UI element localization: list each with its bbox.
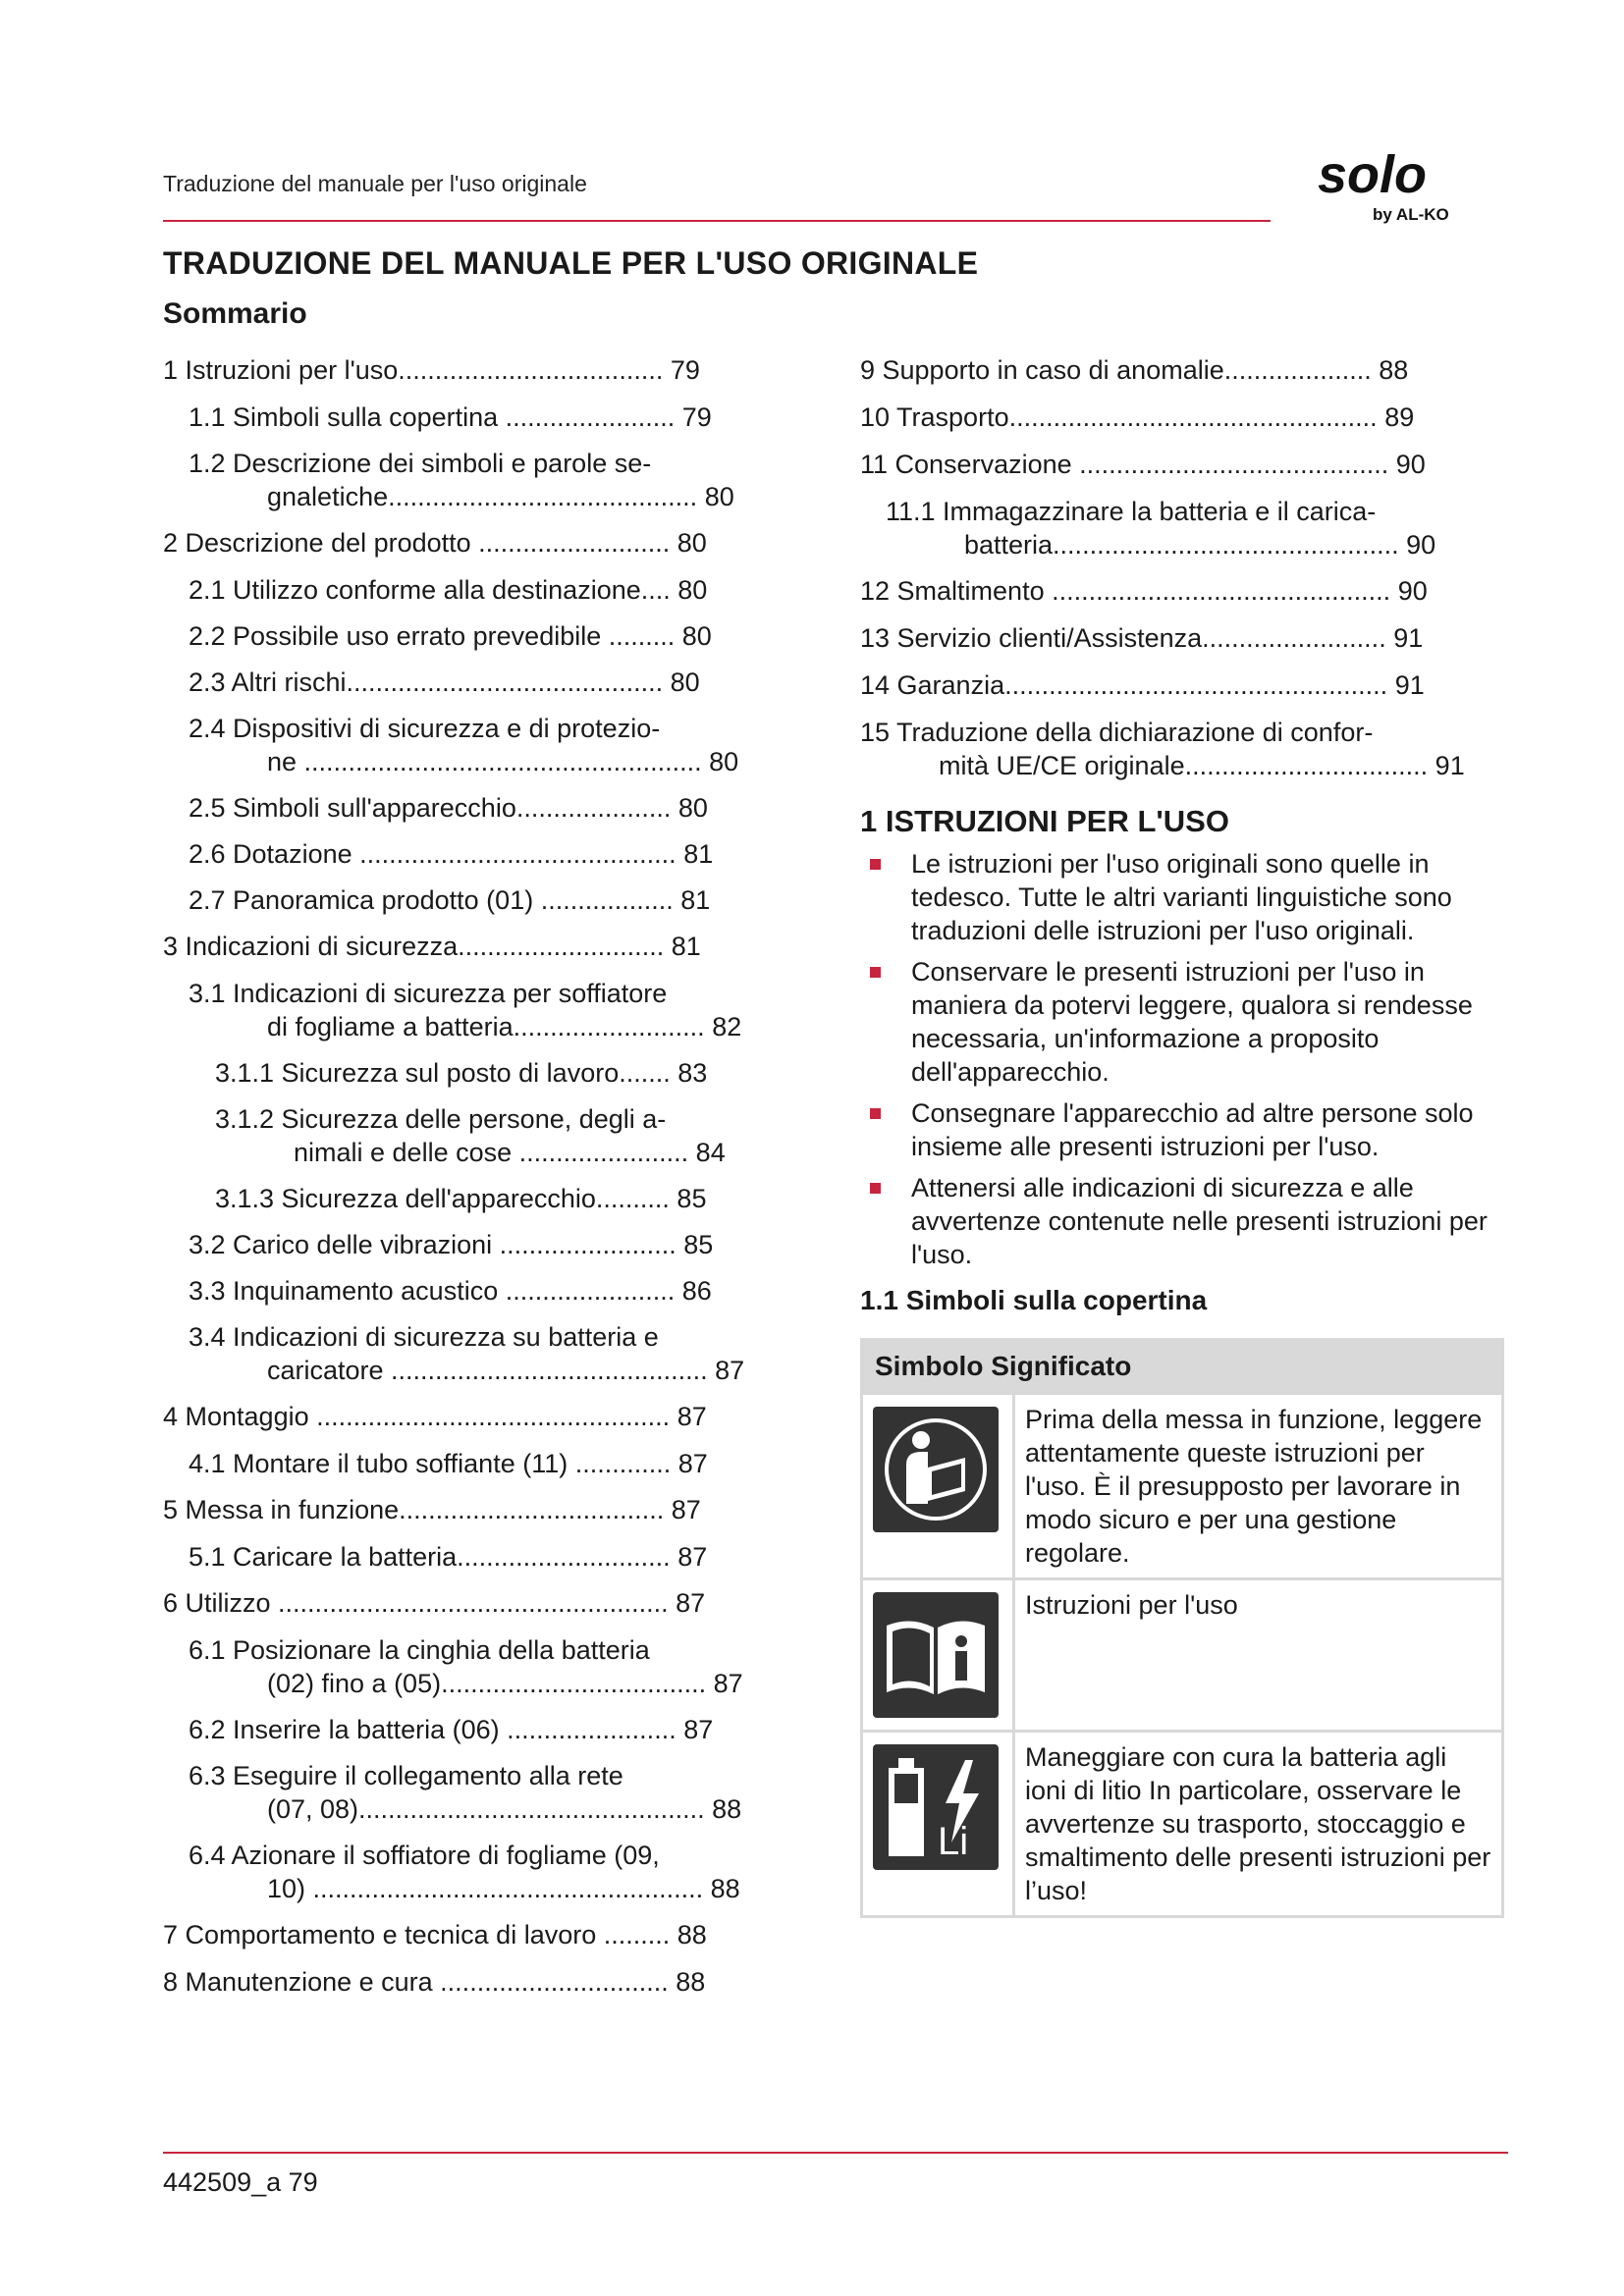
- bullet-square-icon: [870, 1108, 881, 1119]
- toc-entry-label: 4.1 Montare il tubo soffiante (11) .............: [189, 1449, 672, 1478]
- toc-entry-continuation: [189, 1354, 801, 1387]
- toc-page-number: 80: [677, 793, 708, 823]
- toc-entry-label: 6.3 Eseguire il collegamento alla rete: [189, 1761, 623, 1790]
- symbol-cell: [862, 1732, 1014, 1917]
- toc-page-number: 81: [683, 839, 714, 869]
- toc-entry[interactable]: [163, 1713, 801, 1746]
- toc-entry[interactable]: [163, 1447, 801, 1480]
- toc-entry-label: 1.2 Descrizione dei simboli e parole se-: [189, 449, 652, 478]
- toc-entry-label: 6.4 Azionare il soffiatore di fogliame (09,: [189, 1841, 660, 1870]
- toc-page-number: 80: [677, 575, 708, 605]
- table-header-row: [862, 1340, 1503, 1394]
- toc-entry-continuation: [189, 1667, 801, 1700]
- toc-page-number: 87: [683, 1715, 714, 1744]
- toc-entry-continuation: [189, 1792, 801, 1826]
- toc-entry-label: 5.1 Caricare la batteria.............................: [189, 1542, 671, 1572]
- bullet-square-icon: [870, 967, 881, 978]
- toc-entry-continuation: [189, 745, 801, 778]
- toc-entry-label-cont: (07, 08)...............................................: [267, 1794, 705, 1824]
- toc-entry[interactable]: [163, 1102, 801, 1169]
- table-row: [862, 1732, 1503, 1917]
- toc-entry-label: 3 Indicazioni di sicurezza............................: [163, 932, 665, 961]
- list-item: Conservare le presenti istruzioni per l'uso in maniera da potervi leggere, qualora si rendesse necessaria, un'informazione a proposito dell'apparecchio.: [860, 955, 1508, 1089]
- toc-entry-label: 3.1 Indicazioni di sicurezza per soffiatore: [189, 979, 668, 1008]
- toc-entry-label: 3.2 Carico delle vibrazioni ........................: [189, 1230, 677, 1259]
- logo-text: solo: [1318, 147, 1428, 204]
- col-header-meaning: Significato: [991, 1351, 1132, 1381]
- table-row: [862, 1579, 1503, 1732]
- toc-page-number: 79: [670, 355, 700, 385]
- instruction-list: [860, 847, 1508, 1271]
- toc-entry-label: 6.2 Inserire la batteria (06) .......................: [189, 1715, 677, 1744]
- toc-entry-label: 1.1 Simboli sulla copertina .......................: [189, 402, 676, 432]
- toc-entry-label-cont: batteria...............................................: [964, 530, 1399, 560]
- toc-entry[interactable]: [163, 400, 801, 434]
- toc-page-number: 79: [681, 402, 712, 432]
- toc-page-number: 87: [713, 1669, 743, 1698]
- running-header: Traduzione del manuale per l'uso originale: [163, 171, 587, 196]
- toc-entry-label: 8 Manutenzione e cura ...............................: [163, 1967, 669, 1997]
- toc-entry-continuation: [860, 749, 1508, 782]
- toc-entry[interactable]: [860, 668, 1508, 702]
- toc-entry[interactable]: [163, 1274, 801, 1308]
- toc-entry[interactable]: [163, 573, 801, 607]
- toc-page-number: 87: [671, 1495, 701, 1524]
- toc-page-number: 91: [1394, 670, 1425, 700]
- symbol-cell: [862, 1579, 1014, 1732]
- toc-page-number: 89: [1384, 402, 1415, 432]
- symbols-table: [860, 1338, 1504, 1918]
- meaning-cell: Prima della messa in funzione, leggere attentamente queste istruzioni per l'uso. È il presupposto per lavorare in modo sicuro e per una gestione regolare.: [1014, 1394, 1503, 1579]
- toc-entry[interactable]: [163, 1540, 801, 1574]
- toc-entry-label: 3.1.2 Sicurezza delle persone, degli a-: [215, 1104, 667, 1134]
- toc-entry-continuation: [189, 480, 801, 513]
- toc-title: Sommario: [163, 297, 307, 330]
- toc-entry-label: 2.6 Dotazione ...........................................: [189, 839, 677, 869]
- toc-page-number: 88: [1379, 355, 1409, 385]
- toc-page-number: 90: [1406, 530, 1436, 560]
- toc-entry[interactable]: [163, 353, 801, 387]
- toc-entry[interactable]: [163, 1320, 801, 1387]
- toc-entry-label: 3.3 Inquinamento acustico .......................: [189, 1276, 676, 1306]
- toc-entry-label: 6 Utilizzo .....................................................: [163, 1588, 669, 1618]
- section-heading: 1 ISTRUZIONI PER L'USO: [860, 804, 1229, 838]
- toc-entry-label: 9 Supporto in caso di anomalie....................: [860, 355, 1372, 385]
- toc-entry-label: 14 Garanzia....................................................: [860, 670, 1388, 700]
- toc-entry-label: 13 Servizio clienti/Assistenza.........................: [860, 623, 1386, 653]
- toc-entry-label-cont: mità UE/CE originale.................................: [939, 751, 1429, 780]
- read-manual-icon: [873, 1407, 999, 1532]
- toc-page-number: 87: [677, 1449, 708, 1478]
- toc-page-number: 82: [712, 1012, 742, 1041]
- toc-entry-label: 2.5 Simboli sull'apparecchio.....................: [189, 793, 672, 823]
- toc-entry[interactable]: [163, 1839, 801, 1905]
- col-header-symbol: Simbolo: [875, 1351, 984, 1381]
- footer-doc-number: 442509_a 79: [163, 2167, 318, 2197]
- toc-entry[interactable]: [163, 666, 801, 699]
- toc-entry-continuation: [215, 1136, 801, 1169]
- toc-page-number: 85: [677, 1184, 707, 1213]
- toc-entry-label-cont: gnaletiche..........................................: [267, 482, 698, 511]
- toc-entry-label: 3.1.1 Sicurezza sul posto di lavoro.......: [215, 1058, 671, 1088]
- table-row: [862, 1394, 1503, 1579]
- toc-entry[interactable]: [860, 716, 1508, 782]
- logo-subtext: by AL-KO: [1373, 205, 1449, 224]
- toc-entry-label: 12 Smaltimento ..............................................: [860, 576, 1391, 606]
- toc-entry-label: 2.1 Utilizzo conforme alla destinazione....: [189, 575, 671, 605]
- toc-entry-label-cont: ne ......................................................: [267, 747, 702, 776]
- toc-entry-label: 15 Traduzione della dichiarazione di confor-: [860, 718, 1374, 747]
- toc-entry[interactable]: [163, 1493, 801, 1526]
- toc-entry-label: 5 Messa in funzione....................................: [163, 1495, 665, 1524]
- brand-logo: [1316, 147, 1473, 226]
- toc-entry-label: 2.7 Panoramica prodotto (01) ..................: [189, 885, 674, 915]
- toc-page-number: 81: [671, 932, 701, 961]
- bullet-square-icon: [870, 859, 881, 870]
- toc-page-number: 88: [676, 1967, 706, 1997]
- toc-entry[interactable]: [860, 495, 1508, 561]
- toc-entry-label: 10 Trasporto..................................................: [860, 402, 1378, 432]
- toc-entry[interactable]: [860, 353, 1508, 387]
- toc-entry[interactable]: [163, 712, 801, 778]
- toc-page-number: 84: [695, 1138, 726, 1167]
- toc-entry-label: 6.1 Posizionare la cinghia della batteria: [189, 1635, 650, 1665]
- toc-right-column: [860, 353, 1508, 782]
- toc-entry[interactable]: [163, 1182, 801, 1215]
- document-title: TRADUZIONE DEL MANUALE PER L'USO ORIGINALE: [163, 245, 979, 281]
- toc-page-number: 80: [681, 621, 712, 651]
- toc-page-number: 90: [1395, 450, 1426, 479]
- toc-page-number: 83: [677, 1058, 708, 1088]
- toc-left-column: [163, 353, 801, 2012]
- toc-entry[interactable]: [163, 1918, 801, 1951]
- right-column: [860, 353, 1508, 1918]
- symbol-cell: [862, 1394, 1014, 1579]
- toc-entry[interactable]: [163, 1586, 801, 1620]
- toc-entry-label: 2.2 Possibile uso errato prevedibile .........: [189, 621, 676, 651]
- toc-page-number: 87: [677, 1542, 708, 1572]
- toc-entry[interactable]: [163, 791, 801, 825]
- toc-entry-label: 4 Montaggio ................................................: [163, 1402, 671, 1431]
- toc-page-number: 87: [676, 1588, 706, 1618]
- toc-entry-label: 7 Comportamento e tecnica di lavoro .........: [163, 1920, 671, 1949]
- toc-entry[interactable]: [163, 977, 801, 1043]
- toc-entry-label-cont: (02) fino a (05)....................................: [267, 1669, 707, 1698]
- toc-page-number: 87: [715, 1356, 745, 1385]
- toc-entry[interactable]: [163, 1965, 801, 1999]
- toc-entry-continuation: [189, 1872, 801, 1905]
- toc-entry-label: 2 Descrizione del prodotto ..........................: [163, 528, 671, 558]
- subsection-heading: 1.1 Simboli sulla copertina: [860, 1285, 1208, 1315]
- toc-entry[interactable]: [163, 619, 801, 653]
- toc-page-number: 80: [670, 667, 700, 697]
- toc-entry-label: 11 Conservazione ..........................................: [860, 450, 1389, 479]
- toc-entry-label-cont: nimali e delle cose .......................: [294, 1138, 689, 1167]
- header-divider: [163, 220, 1271, 222]
- list-item: Attenersi alle indicazioni di sicurezza e alle avvertenze contenute nelle presenti istruzioni per l'uso.: [860, 1171, 1508, 1271]
- toc-page-number: 87: [677, 1402, 707, 1431]
- list-item: Le istruzioni per l'uso originali sono quelle in tedesco. Tutte le altri varianti linguistiche sono traduzioni delle istruzioni per l'uso originali.: [860, 847, 1508, 947]
- lithium-battery-icon: [873, 1744, 999, 1870]
- toc-entry[interactable]: [163, 883, 801, 917]
- toc-entry-label-cont: caricatore ...........................................: [267, 1356, 708, 1385]
- toc-entry-label-cont: di fogliame a batteria..........................: [267, 1012, 705, 1041]
- toc-entry[interactable]: [860, 621, 1508, 655]
- toc-entry[interactable]: [163, 837, 801, 871]
- toc-entry[interactable]: [860, 574, 1508, 608]
- footer-divider: [163, 2152, 1508, 2154]
- toc-entry-label: 2.4 Dispositivi di sicurezza e di protezio-: [189, 714, 661, 743]
- bullet-square-icon: [870, 1183, 881, 1194]
- toc-page-number: 90: [1397, 576, 1428, 606]
- toc-page-number: 88: [712, 1794, 742, 1824]
- toc-entry[interactable]: [860, 448, 1508, 481]
- svg-text:Li: Li: [938, 1820, 969, 1863]
- toc-page-number: 81: [680, 885, 711, 915]
- toc-entry[interactable]: [163, 1633, 801, 1700]
- toc-page-number: 80: [709, 747, 739, 776]
- toc-entry[interactable]: [163, 930, 801, 963]
- meaning-cell: Istruzioni per l'uso: [1014, 1579, 1503, 1732]
- toc-entry-label-cont: 10) .....................................................: [267, 1874, 704, 1903]
- toc-entry[interactable]: [163, 526, 801, 560]
- toc-entry[interactable]: [163, 1759, 801, 1826]
- meaning-cell: Maneggiare con cura la batteria agli ioni di litio In particolare, osservare le avvertenze su trasporto, stoccaggio e smaltimento delle presenti istruzioni per l’uso!: [1014, 1732, 1503, 1917]
- table-header: [862, 1340, 1503, 1394]
- manual-info-icon: [873, 1592, 999, 1718]
- toc-entry-label: 2.3 Altri rischi...........................................: [189, 667, 664, 697]
- toc-page-number: 88: [710, 1874, 740, 1903]
- toc-page-number: 80: [704, 482, 734, 511]
- toc-entry-label: 3.4 Indicazioni di sicurezza su batteria e: [189, 1322, 659, 1352]
- toc-entry[interactable]: [163, 1400, 801, 1433]
- toc-entry[interactable]: [163, 447, 801, 513]
- toc-entry[interactable]: [163, 1056, 801, 1090]
- toc-entry-label: 11.1 Immagazzinare la batteria e il carica-: [886, 497, 1377, 526]
- toc-page-number: 91: [1435, 751, 1465, 780]
- toc-entry-label: 1 Istruzioni per l'uso....................................: [163, 355, 664, 385]
- toc-page-number: 80: [677, 528, 707, 558]
- toc-page-number: 86: [681, 1276, 712, 1306]
- toc-entry-continuation: [886, 528, 1508, 561]
- toc-entry[interactable]: [860, 400, 1508, 434]
- list-item: Consegnare l'apparecchio ad altre persone solo insieme alle presenti istruzioni per l'uso.: [860, 1096, 1508, 1163]
- toc-page-number: 88: [677, 1920, 707, 1949]
- toc-entry-label: 3.1.3 Sicurezza dell'apparecchio..........: [215, 1184, 670, 1213]
- toc-page-number: 91: [1393, 623, 1424, 653]
- toc-page-number: 85: [683, 1230, 714, 1259]
- toc-entry-continuation: [189, 1010, 801, 1043]
- toc-entry[interactable]: [163, 1228, 801, 1261]
